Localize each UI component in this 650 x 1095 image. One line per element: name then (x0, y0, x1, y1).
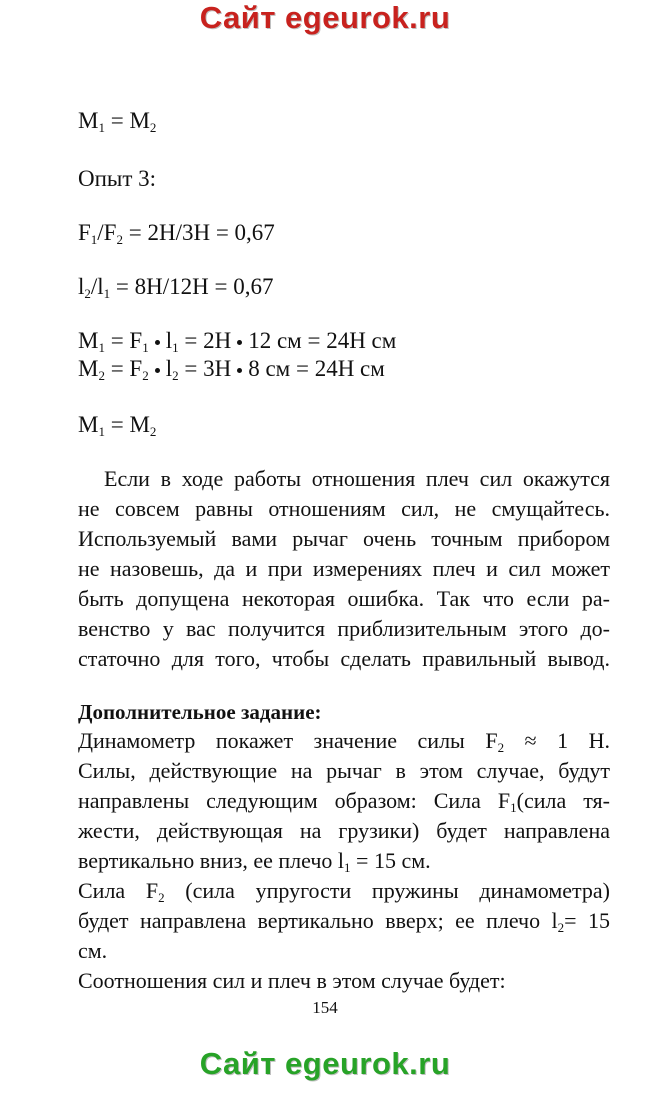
formula-arm-ratio: $l_2/l_1 = 8Н/12Н = 0,67$ (78, 274, 274, 301)
formula-moment-equality-1: $M_1 = M_2$ (78, 108, 157, 135)
paragraph-line: Если в ходе работы отношения плеч сил окажутся (104, 466, 610, 491)
paragraph-line: направлены следующим образом: Сила $F_1(сила$ тя- (78, 788, 610, 815)
multiply-dot-icon (155, 368, 160, 373)
paragraph-line: будет направлена вертикально вверх; ее плечо $l_2= 15$ (78, 908, 610, 935)
paragraph-line: быть допущена некоторая ошибка. Так что если ра- (78, 586, 610, 611)
multiply-dot-icon (237, 368, 242, 373)
multiply-dot-icon (237, 340, 242, 345)
formula-moment-2-calc: $M_2 = F_2$ $l_2 = 3Н$ 8 см = 24Н см (78, 356, 385, 383)
watermark-bottom: Сайт egeurok.ru (199, 1046, 451, 1081)
paragraph-line: статочно для того, чтобы сделать правильный вывод. (78, 646, 610, 671)
paragraph-line: вертикально вниз, ее плечо $l_1 = 15$ см. (78, 848, 431, 875)
paragraph-line: см. (78, 938, 108, 963)
paragraph-additional-task (78, 726, 610, 996)
formula-force-ratio: $F_1/F_2 = 2Н/3Н = 0,67$ (78, 220, 275, 247)
section-heading: Дополнительное задание: (78, 700, 322, 724)
paragraph-line: Динамометр покажет значение силы $F_2 \approx 1$ Н. (78, 728, 610, 755)
formula-moment-equality-2: $M_1 = M_2$ (78, 412, 157, 439)
multiply-dot-icon (155, 340, 160, 345)
paragraph-line: Используемый вами рычаг очень точным прибором (78, 526, 610, 551)
watermark-top: Сайт egeurok.ru (199, 0, 451, 35)
paragraph-line: Силы, действующие на рычаг в этом случае, будут (78, 758, 610, 783)
paragraph-line: венство у вас получится приблизительным этого до- (78, 616, 610, 641)
paragraph-line: не совсем равны отношениям сил, не смущайтесь. (78, 496, 610, 521)
paragraph-explanation (78, 464, 610, 674)
paragraph-line: не назовешь, да и при измерениях плеч и сил может (78, 556, 610, 581)
paragraph-line: Соотношения сил и плеч в этом случае будет: (78, 968, 506, 993)
paragraph-line: жести, действующая на грузики) будет направлена (78, 818, 610, 843)
paragraph-line: Сила $F_2$ (сила упругости пружины динамометра) (78, 878, 610, 905)
page-number: 154 (312, 998, 338, 1017)
experiment-label: Опыт 3: (78, 166, 157, 191)
formula-moment-1-calc: $M_1 = F_1$ $l_1 = 2Н$ 12 см = 24Н см (78, 328, 397, 355)
